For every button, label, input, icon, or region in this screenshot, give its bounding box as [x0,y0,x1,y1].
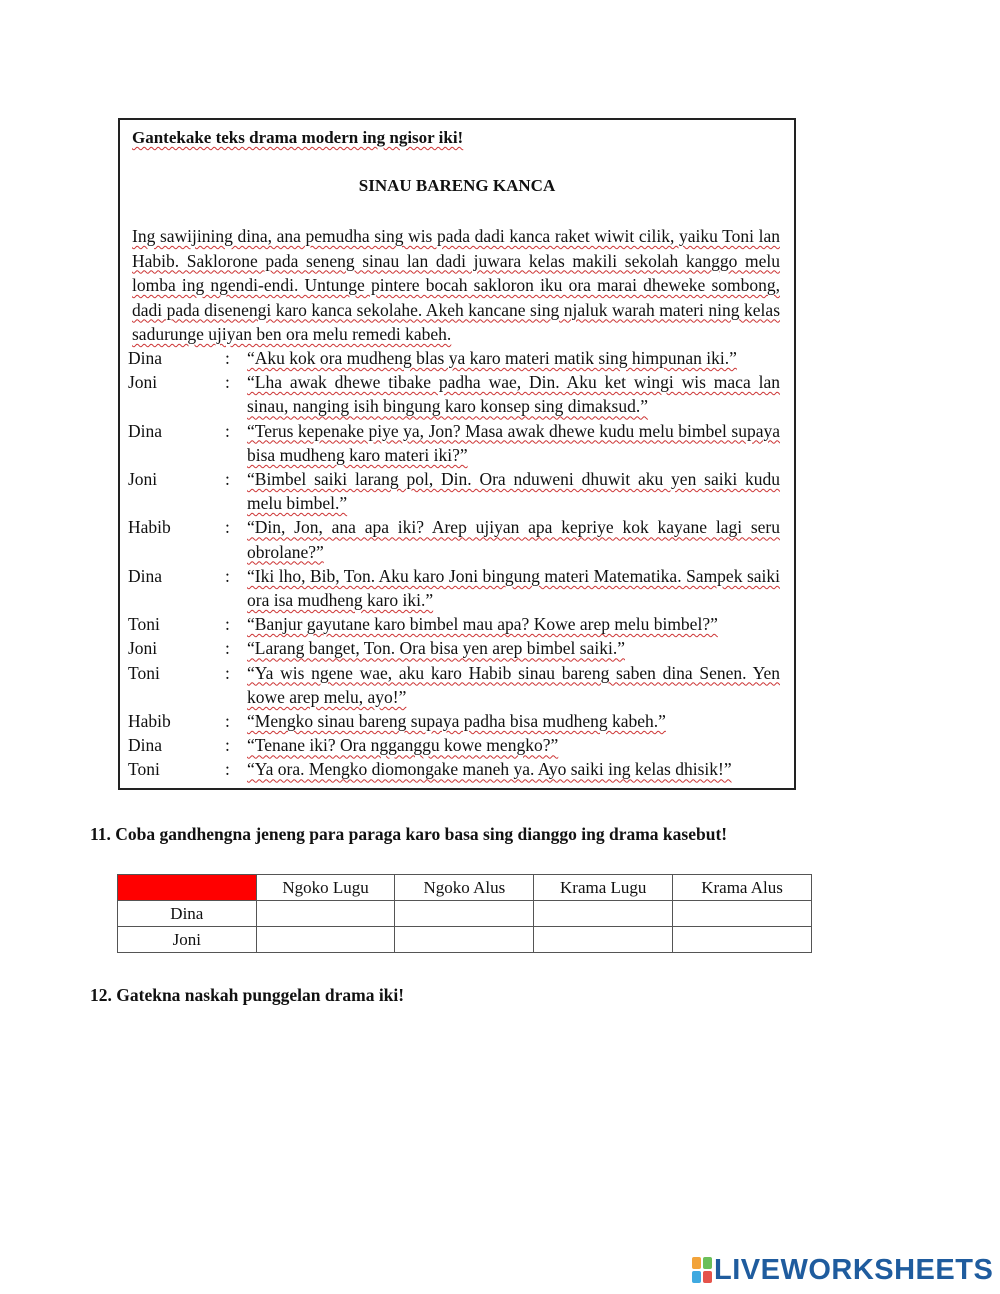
speaker-name: Dina [128,565,163,586]
dialogue-line [128,757,780,781]
column-header: Ngoko Alus [395,875,534,901]
dialogue-text: “Aku kok ora mudheng blas ya karo materi matik sing himpunan iki.” [247,348,737,368]
dialogue-text: “Bimbel saiki larang pol, Din. Ora nduweni dhuwit aku yen saiki kudu melu bimbel.” [247,469,780,514]
logo-square [692,1271,701,1283]
speaker-colon: : [225,759,230,780]
row-label: Dina [118,901,257,927]
logo-square [703,1257,712,1269]
speaker-name: Joni [128,638,158,659]
speaker-name: Toni [128,759,160,780]
speaker-colon: : [225,517,230,538]
logo-square [703,1271,712,1283]
liveworksheets-logo[interactable] [692,1254,993,1286]
dialogue-line [128,636,780,660]
passage-instruction: Gantekake teks drama modern ing ngisor iki! [132,128,464,147]
table-row [118,927,812,953]
dialogue-line [128,419,780,467]
answer-cell[interactable] [534,901,673,927]
narration-paragraph: Ing sawijining dina, ana pemudha sing wis pada dadi kanca raket wiwit cilik, yaiku Toni lan Habib. Saklorone pada seneng sinau lan dadi juwara kelas makili sekolah kanggo melu lomba ing ngendi-endi. Untunge pintere bocah sakloron iku ora marai dheweke sombong, dadi pada disenengi karo kanca sekolahe. Akeh kancane sing njaluk warah materi ning kelas sadurunge ujiyan ben ora melu remedi kabeh. [132,226,780,344]
dialogue-line [128,733,780,757]
speaker-name: Dina [128,735,163,756]
dialogue-text: “Lha awak dhewe tibake padha wae, Din. Aku ket wingi wis maca lan sinau, nanging isih bingung karo konsep sing dimaksud.” [247,372,780,417]
speaker-colon: : [225,711,230,732]
speaker-name: Dina [128,348,163,368]
answer-cell[interactable] [534,927,673,953]
table-corner-cell [118,875,257,901]
speaker-name: Dina [128,420,163,441]
dialogue-line [128,612,780,636]
answer-cell[interactable] [673,927,812,953]
answer-cell[interactable] [256,901,395,927]
dialogue-list [128,346,780,782]
dialogue-line [128,370,780,418]
speaker-name: Habib [128,711,171,732]
question-11: 11. Coba gandhengna jeneng para paraga karo basa sing dianggo ing drama kasebut! [90,824,728,844]
speaker-name: Toni [128,614,160,635]
dialogue-line [128,467,780,515]
answer-cell[interactable] [395,901,534,927]
dialogue-text: “Ya ora. Mengko diomongake maneh ya. Ayo saiki ing kelas dhisik!” [247,759,732,780]
row-label: Joni [118,927,257,953]
answer-cell[interactable] [256,927,395,953]
speaker-colon: : [225,662,230,683]
speaker-colon: : [225,614,230,635]
column-header: Krama Alus [673,875,812,901]
table-header-row [118,875,812,901]
logo-mark-icon [692,1257,712,1283]
speaker-colon: : [225,469,230,490]
dialogue-text: “Iki lho, Bib, Ton. Aku karo Joni bingung materi Matematika. Sampek saiki ora isa mudheng karo iki.” [247,565,780,611]
speaker-name: Toni [128,662,160,683]
table-row [118,901,812,927]
speaker-colon: : [225,735,230,756]
dialogue-text: “Ya wis ngene wae, aku karo Habib sinau bareng saben dina Senen. Yen kowe arep melu, ayo!” [247,662,780,707]
dialogue-line [128,661,780,709]
logo-square [692,1257,701,1269]
dialogue-text: “Mengko sinau bareng supaya padha bisa mudheng kabeh.” [247,711,666,732]
column-header: Krama Lugu [534,875,673,901]
column-header: Ngoko Lugu [256,875,395,901]
drama-passage-box [118,118,796,790]
speaker-colon: : [225,420,230,441]
dialogue-text: “Tenane iki? Ora ngganggu kowe mengko?” [247,735,559,756]
speaker-name: Joni [128,469,158,490]
dialogue-text: “Larang banget, Ton. Ora bisa yen arep bimbel saiki.” [247,638,625,659]
dialogue-text: “Din, Jon, ana apa iki? Arep ujiyan apa kepriye kok kayane lagi seru obrolane?” [247,517,780,562]
speaker-colon: : [225,348,230,368]
language-matching-table [117,874,812,953]
dialogue-line [128,346,780,370]
speaker-colon: : [225,638,230,659]
dialogue-line [128,564,780,612]
drama-title: SINAU BARENG KANCA [358,176,556,195]
dialogue-line [128,515,780,563]
dialogue-line [128,709,780,733]
speaker-name: Joni [128,372,158,393]
logo-text: LIVEWORKSHEETS [714,1253,994,1286]
speaker-colon: : [225,372,230,393]
answer-cell[interactable] [395,927,534,953]
dialogue-text: “Banjur gayutane karo bimbel mau apa? Kowe arep melu bimbel?” [247,614,718,635]
speaker-colon: : [225,565,230,586]
dialogue-text: “Terus kepenake piye ya, Jon? Masa awak dhewe kudu melu bimbel supaya bisa mudheng karo materi iki?” [247,420,780,465]
answer-cell[interactable] [673,901,812,927]
question-12: 12. Gatekna naskah punggelan drama iki! [90,985,405,1005]
speaker-name: Habib [128,517,171,538]
